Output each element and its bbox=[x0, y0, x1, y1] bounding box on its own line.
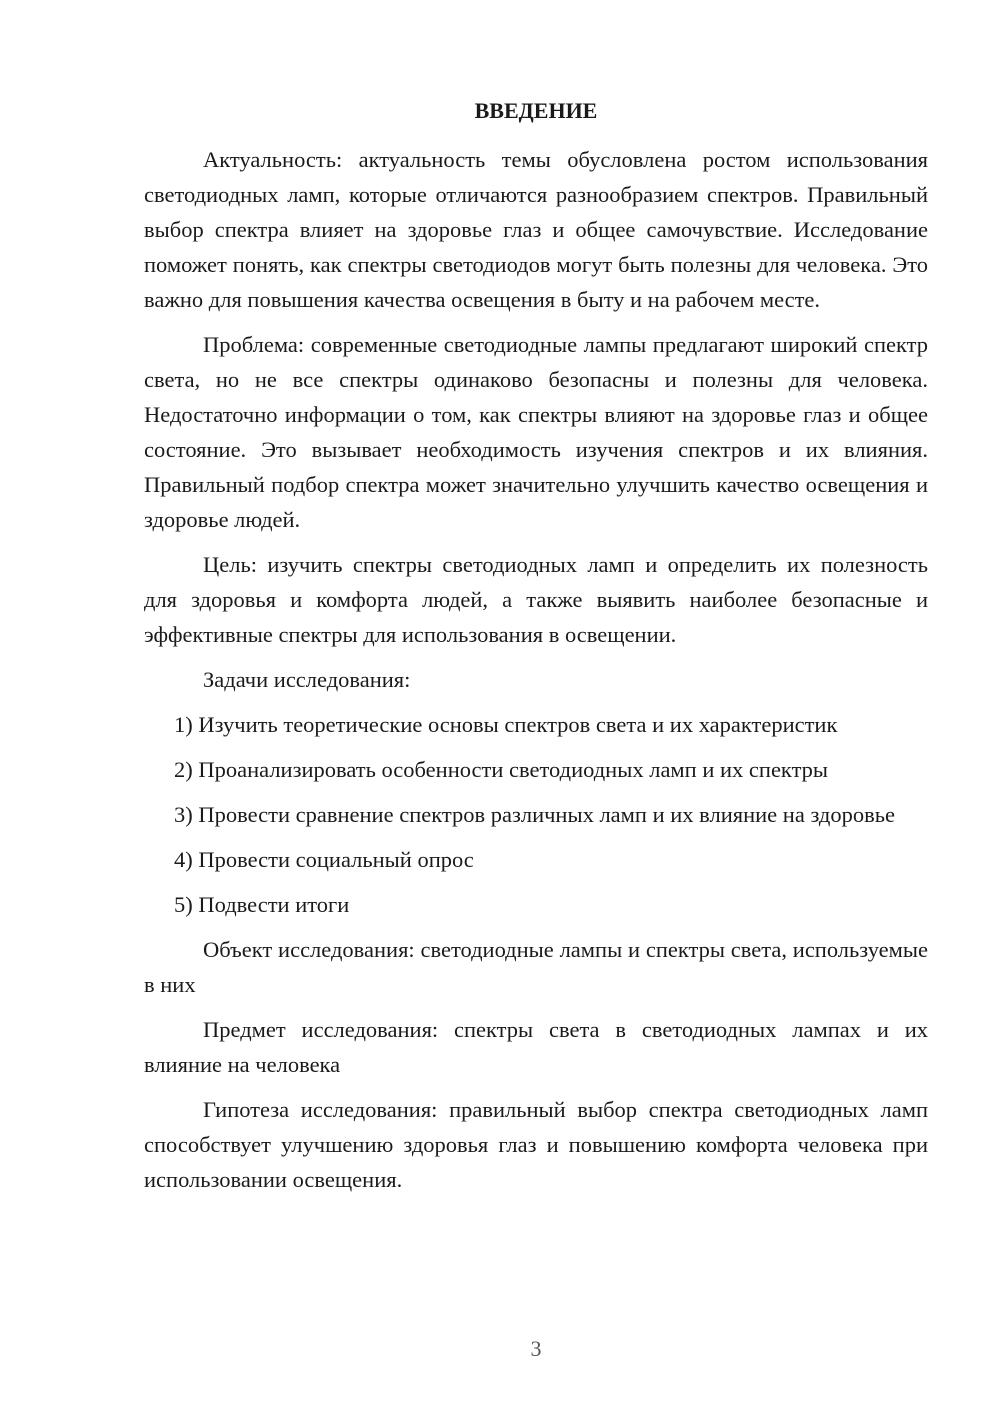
page-number: 3 bbox=[530, 1336, 542, 1361]
hypothesis-paragraph: Гипотеза исследования: правильный выбор спектра светодиодных ламп способствует улучшению здоровья глаз и повышению комфорта человека при использовании освещения. bbox=[144, 1097, 928, 1192]
task-item: 4) Провести социальный опрос bbox=[174, 847, 474, 872]
task-item: 5) Подвести итоги bbox=[174, 892, 350, 917]
goal-paragraph: Цель: изучить спектры светодиодных ламп и определить их полезность для здоровья и комфорта людей, а также выявить наиболее безопасные и эффективные спектры для использования в освещении. bbox=[144, 552, 928, 647]
body-text bbox=[144, 142, 928, 1207]
subject-paragraph: Предмет исследования: спектры света в светодиодных лампах и их влияние на человека bbox=[144, 1017, 928, 1077]
section-heading: ВВЕДЕНИЕ bbox=[474, 98, 598, 123]
tasks-heading: Задачи исследования: bbox=[203, 667, 411, 692]
relevance-paragraph: Актуальность: актуальность темы обусловлена ростом использования светодиодных ламп, которые отличаются разнообразием спектров. Правильный выбор спектра влияет на здоровье глаз и общее самочувствие. Исследование поможет понять, как спектры светодиодов могут быть полезны для человека. Это важно для повышения качества освещения в быту и на рабочем месте. bbox=[144, 147, 928, 312]
task-item: 2) Проанализировать особенности светодиодных ламп и их спектры bbox=[174, 757, 829, 782]
task-item: 3) Провести сравнение спектров различных ламп и их влияние на здоровье bbox=[174, 802, 895, 827]
problem-paragraph: Проблема: современные светодиодные лампы предлагают широкий спектр света, но не все спектры одинаково безопасны и полезны для человека. Недостаточно информации о том, как спектры влияют на здоровье глаз и общее состояние. Это вызывает необходимость изучения спектров и их влияния. Правильный подбор спектра может значительно улучшить качество освещения и здоровье людей. bbox=[144, 332, 928, 532]
object-paragraph: Объект исследования: светодиодные лампы и спектры света, используемые в них bbox=[144, 937, 928, 997]
task-item: 1) Изучить теоретические основы спектров света и их характеристик bbox=[174, 712, 838, 737]
document-page bbox=[144, 0, 928, 1414]
